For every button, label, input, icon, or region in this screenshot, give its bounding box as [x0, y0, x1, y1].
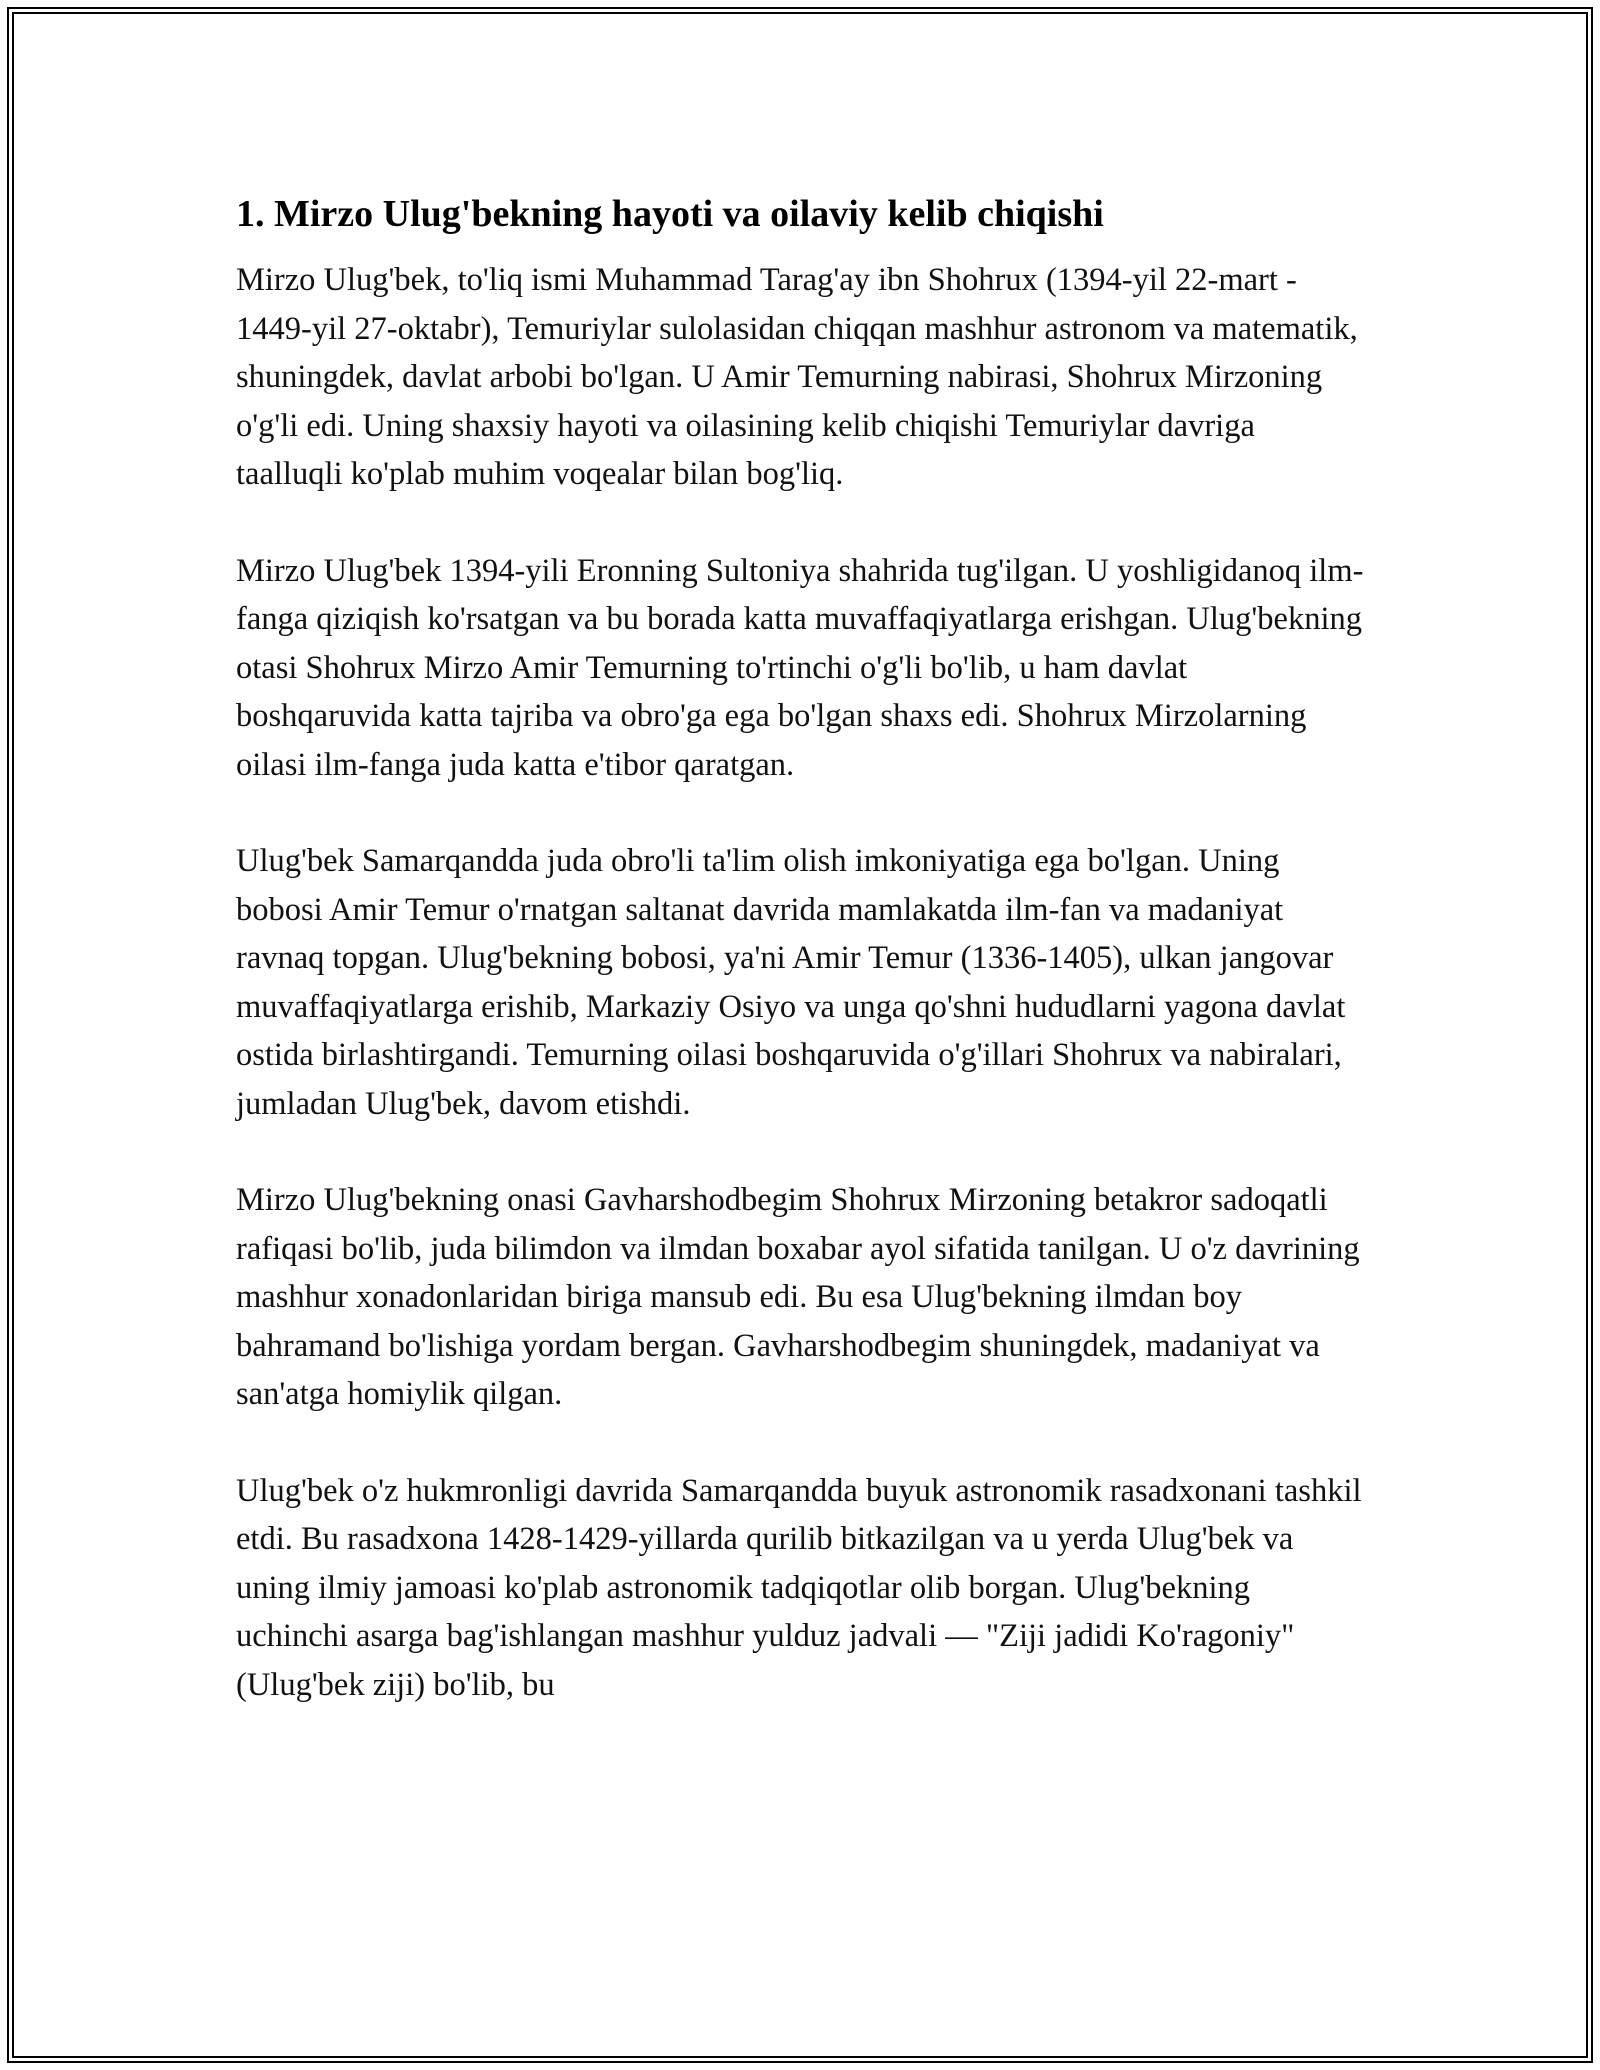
document-body: [236, 186, 1366, 1709]
paragraph-1: Mirzo Ulug'bek, to'liq ismi Muhammad Tarag'ay ibn Shohrux (1394-yil 22-mart - 1449-yil 27-oktabr), Temuriylar sulolasidan chiqqan mashhur astronom va matematik, shuningdek, davlat arbobi bo'lgan. U Amir Temurning nabirasi, Shohrux Mirzoning o'g'li edi. Uning shaxsiy hayoti va oilasining kelib chiqishi Temuriylar davriga taalluqli ko'plab muhim voqealar bilan bog'liq.: [236, 262, 1358, 492]
paragraph-3: Ulug'bek Samarqandda juda obro'li ta'lim olish imkoniyatiga ega bo'lgan. Uning bobosi Amir Temur o'rnatgan saltanat davrida mamlakatda ilm-fan va madaniyat ravnaq topgan. Ulug'bekning bobosi, ya'ni Amir Temur (1336-1405), ulkan jangovar muvaffaqiyatlarga erishib, Markaziy Osiyo va unga qo'shni hududlarni yagona davlat ostida birlashtirgandi. Temurning oilasi boshqaruvida o'g'illari Shohrux va nabiralari, jumladan Ulug'bek, davom etishdi.: [236, 843, 1346, 1122]
paragraph-2: Mirzo Ulug'bek 1394-yili Eronning Sultoniya shahrida tug'ilgan. U yoshligidanoq ilm-fanga qiziqish ko'rsatgan va bu borada katta muvaffaqiyatlarga erishgan. Ulug'bekning otasi Shohrux Mirzo Amir Temurning to'rtinchi o'g'li bo'lib, u ham davlat boshqaruvida katta tajriba va obro'ga ega bo'lgan shaxs edi. Shohrux Mirzolarning oilasi ilm-fanga juda katta e'tibor qaratgan.: [236, 552, 1364, 783]
section-heading: 1. Mirzo Ulug'bekning hayoti va oilaviy kelib chiqishi: [236, 193, 1104, 235]
paragraph-5: Ulug'bek o'z hukmronligi davrida Samarqandda buyuk astronomik rasadxonani tashkil etdi. Bu rasadxona 1428-1429-yillarda qurilib bitkazilgan va u yerda Ulug'bek va uning ilmiy jamoasi ko'plab astronomik tadqiqotlar olib borgan. Ulug'bekning uchinchi asarga bag'ishlangan mashhur yulduz jadvali — "Ziji jadidi Ko'ragoniy" (Ulug'bek ziji) bo'lib, bu: [236, 1472, 1362, 1703]
paragraph-4: Mirzo Ulug'bekning onasi Gavharshodbegim Shohrux Mirzoning betakror sadoqatli rafiqasi bo'lib, juda bilimdon va ilmdan boxabar ayol sifatida tanilgan. U o'z davrining mashhur xonadonlaridan biriga mansub edi. Bu esa Ulug'bekning ilmdan boy bahramand bo'lishiga yordam bergan. Gavharshodbegim shuningdek, madaniyat va san'atga homiylik qilgan.: [236, 1182, 1360, 1412]
